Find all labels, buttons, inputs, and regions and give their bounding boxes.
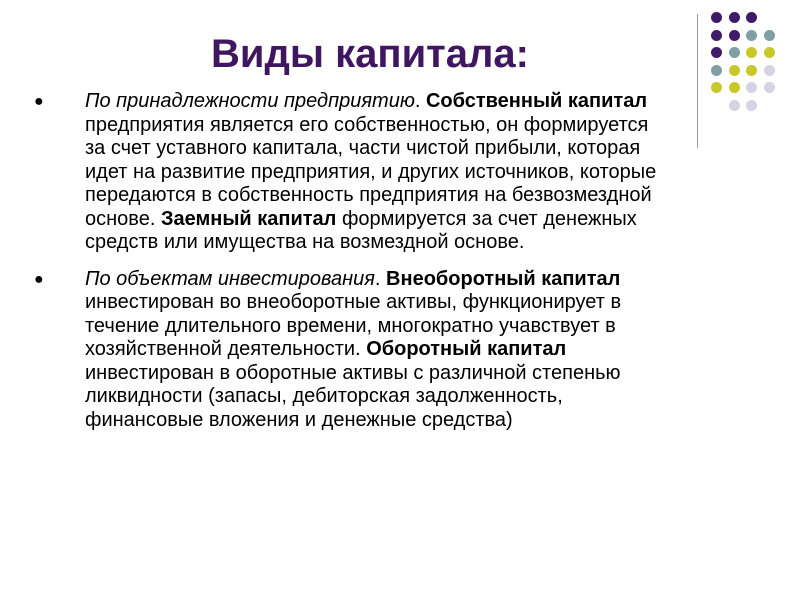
- decorative-dot: [711, 47, 722, 58]
- decorative-divider: [697, 14, 698, 148]
- decorative-dot: [764, 47, 775, 58]
- decorative-dot: [729, 82, 740, 93]
- bullet-marker: ●: [34, 270, 44, 288]
- bullet-investment: [34, 268, 664, 433]
- decorative-dot: [764, 30, 775, 41]
- decorative-dot: [764, 65, 775, 76]
- slide-title: Виды капитала:: [211, 32, 529, 76]
- decorative-dot: [711, 65, 722, 76]
- decorative-dot: [746, 100, 757, 111]
- decorative-dot: [711, 12, 722, 23]
- decorative-dot: [746, 30, 757, 41]
- term-own-capital: Собственный капитал: [425, 90, 648, 112]
- term-noncurrent-capital: Внеоборотный капитал: [386, 267, 621, 290]
- decorative-dot: [746, 47, 757, 58]
- bullet-ownership: [34, 90, 664, 255]
- decorative-dot: [711, 82, 722, 93]
- bullet-list: [34, 90, 664, 445]
- text-run: инвестирован в оборотные активы с различной степенью ликвидности (запасы, дебиторская задолженность, финансовые вложения и денежные средства): [85, 361, 621, 431]
- term-borrowed-capital: Заемный капитал: [160, 207, 337, 230]
- decorative-dot: [711, 30, 722, 41]
- bullet-heading: По принадлежности предприятию: [85, 90, 415, 112]
- text-run: предприятия является его собственностью, он формируется за счет уставного капитала, части чистой прибыли, которая идет на развитие предприятия, и других источников, которые передаются в собственность предприятия на безвозмездной основе.: [85, 113, 657, 230]
- decorative-dot: [729, 47, 740, 58]
- text-run: .: [414, 90, 426, 112]
- decorative-dot: [746, 65, 757, 76]
- decorative-dot: [764, 82, 775, 93]
- bullet-heading: По объектам инвестирования: [85, 267, 375, 290]
- decorative-dot: [729, 12, 740, 23]
- text-run: .: [374, 267, 387, 290]
- decorative-dot: [746, 82, 757, 93]
- decorative-dot: [746, 12, 757, 23]
- text-run: формируется за счет денежных средств или имущества на возмездной основе.: [85, 207, 637, 253]
- bullet-marker: ●: [34, 93, 44, 110]
- text-run: инвестирован во внеоборотные активы, функционирует в течение длительного времени, многократно учавствует в хозяйственной деятельности.: [85, 291, 622, 360]
- term-working-capital: Оборотный капитал: [366, 338, 567, 360]
- decorative-dot: [729, 65, 740, 76]
- decorative-dot: [729, 100, 740, 111]
- decorative-dot: [729, 30, 740, 41]
